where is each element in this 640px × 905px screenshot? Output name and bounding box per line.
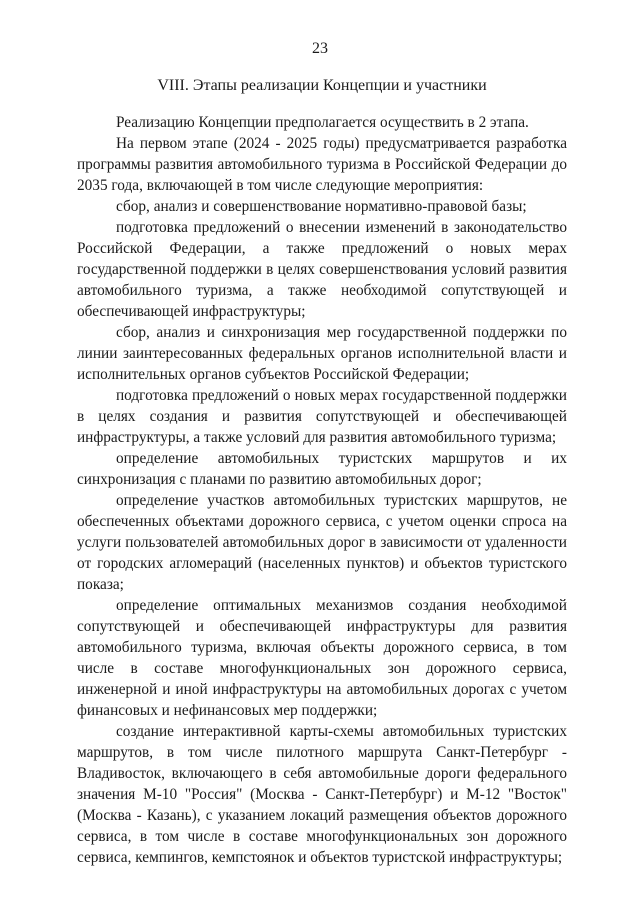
paragraph: сбор, анализ и совершенствование нормативно-правовой базы; [116,198,527,215]
paragraph: подготовка предложений о новых мерах государственной поддержки в целях создания и развития сопутствующей и обеспечивающей инфраструктуры, а также условий для развития автомобильного туризма; [77,387,567,446]
paragraph: определение автомобильных туристских маршрутов и их синхронизация с планами по развитию автомобильных дорог; [77,450,567,488]
paragraph: подготовка предложений о внесении изменений в законодательство Российской Федерации, а также предложений о новых мерах государственной поддержки в целях совершенствования условий развития автомобильного туризма, а также необходимой сопутствующей и обеспечивающей инфраструктуры; [77,219,567,320]
paragraph: сбор, анализ и синхронизация мер государственной поддержки по линии заинтересованных федеральных органов исполнительной власти и исполнительных органов субъектов Российской Федерации; [77,324,567,383]
page-number: 23 [312,40,328,57]
section-title: VIII. Этапы реализации Концепции и участники [157,77,487,94]
paragraph: определение участков автомобильных туристских маршрутов, не обеспеченных объектами дорожного сервиса, с учетом оценки спроса на услуги пользователей автомобильных дорог в зависимости от удаленности от городских агломераций (населенных пунктов) и объектов туристского показа; [77,492,567,593]
paragraph: На первом этапе (2024 - 2025 годы) предусматривается разработка программы развития автомобильного туризма в Российской Федерации до 2035 года, включающей в том числе следующие мероприятия: [77,135,567,194]
body-text [77,112,567,868]
paragraph: Реализацию Концепции предполагается осуществить в 2 этапа. [116,114,529,131]
paragraph: создание интерактивной карты-схемы автомобильных туристских маршрутов, в том числе пилотного маршрута Санкт-Петербург - Владивосток, включающего в себя автомобильные дороги федерального значения М-10 "Россия" (Москва - Санкт-Петербург) и М-12 "Восток" (Москва - Казань), с указанием локаций размещения объектов дорожного сервиса, в том числе в составе многофункциональных зон дорожного сервиса, кемпингов, кемпстоянок и объектов туристской инфраструктуры; [77,723,567,866]
paragraph: определение оптимальных механизмов создания необходимой сопутствующей и обеспечивающей инфраструктуры для развития автомобильного туризма, включая объекты дорожного сервиса, в том числе в составе многофункциональных зон дорожного сервиса, инженерной и иной инфраструктуры на автомобильных дорогах с учетом финансовых и нефинансовых мер поддержки; [77,597,567,719]
